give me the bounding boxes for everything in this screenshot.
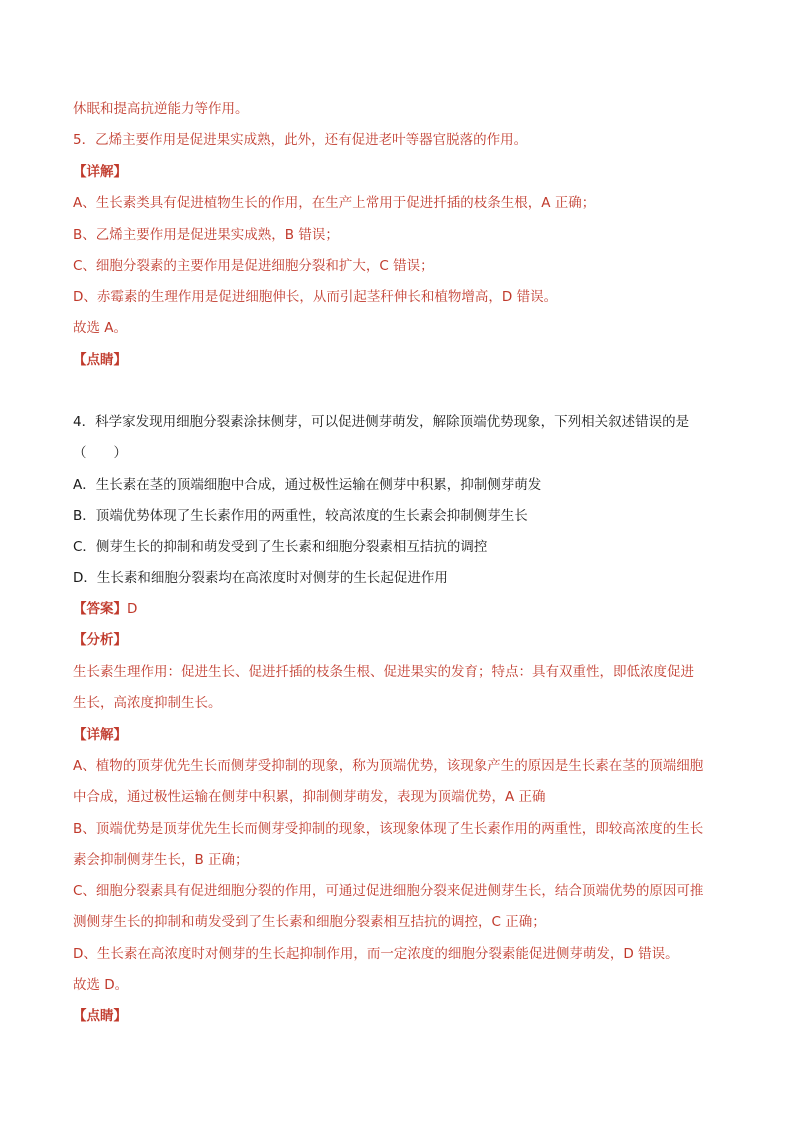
detail-line: B、乙烯主要作用是促进果实成熟，B 错误； xyxy=(73,227,339,243)
detail-line: D、生长素在高浓度时对侧芽的生长起抑制作用，而一定浓度的细胞分裂素能促进侧芽萌发，D 错误。 xyxy=(73,946,679,962)
detail-line: C、细胞分裂素具有促进细胞分裂的作用，可通过促进细胞分裂来促进侧芽生长，结合顶端优势的原因可推 xyxy=(73,883,704,899)
detail-line: C、细胞分裂素的主要作用是促进细胞分裂和扩大，C 错误； xyxy=(73,258,434,274)
answer-line xyxy=(73,600,733,618)
detail-line: A、生长素类具有促进植物生长的作用，在生产上常用于促进扦插的枝条生根，A 正确； xyxy=(73,195,596,211)
option-a: A．生长素在茎的顶端细胞中合成，通过极性运输在侧芽中积累，抑制侧芽萌发 xyxy=(73,477,542,493)
answer-value: D xyxy=(127,601,138,617)
text-line: 5．乙烯主要作用是促进果实成熟，此外，还有促进老叶等器官脱落的作用。 xyxy=(73,132,528,148)
option-d: D．生长素和细胞分裂素均在高浓度时对侧芽的生长起促进作用 xyxy=(73,570,448,586)
detail-heading: 【详解】 xyxy=(73,727,127,743)
comment-heading: 【点睛】 xyxy=(73,1008,127,1024)
conclusion: 故选 D。 xyxy=(73,977,129,993)
detail-line: D、赤霉素的生理作用是促进细胞伸长，从而引起茎秆伸长和植物增高，D 错误。 xyxy=(73,289,558,305)
text-line: 休眠和提高抗逆能力等作用。 xyxy=(73,101,249,117)
comment-heading: 【点睛】 xyxy=(73,352,127,368)
analysis-line: 生长素生理作用：促进生长、促进扦插的枝条生根、促进果实的发育；特点：具有双重性，即低浓度促进 xyxy=(73,664,694,680)
question-stem-blank: （ ） xyxy=(73,445,127,461)
option-b: B．顶端优势体现了生长素作用的两重性，较高浓度的生长素会抑制侧芽生长 xyxy=(73,508,528,524)
analysis-line: 生长，高浓度抑制生长。 xyxy=(73,695,222,711)
question-stem: 4．科学家发现用细胞分裂素涂抹侧芽，可以促进侧芽萌发，解除顶端优势现象，下列相关叙述错误的是 xyxy=(73,414,690,430)
detail-line: 素会抑制侧芽生长，B 正确； xyxy=(73,852,249,868)
detail-line: A、植物的顶芽优先生长而侧芽受抑制的现象，称为顶端优势，该现象产生的原因是生长素在茎的顶端细胞 xyxy=(73,758,704,774)
conclusion: 故选 A。 xyxy=(73,320,128,336)
option-c: C．侧芽生长的抑制和萌发受到了生长素和细胞分裂素相互拮抗的调控 xyxy=(73,539,488,555)
detail-line: B、顶端优势是顶芽优先生长而侧芽受抑制的现象，该现象体现了生长素作用的两重性，即较高浓度的生长 xyxy=(73,821,704,837)
detail-heading: 【详解】 xyxy=(73,164,127,180)
analysis-heading: 【分析】 xyxy=(73,632,127,648)
detail-line: 中合成，通过极性运输在侧芽中积累，抑制侧芽萌发，表现为顶端优势，A 正确 xyxy=(73,789,546,805)
detail-line: 测侧芽生长的抑制和萌发受到了生长素和细胞分裂素相互拮抗的调控，C 正确； xyxy=(73,914,546,930)
answer-heading: 【答案】 xyxy=(73,601,127,617)
